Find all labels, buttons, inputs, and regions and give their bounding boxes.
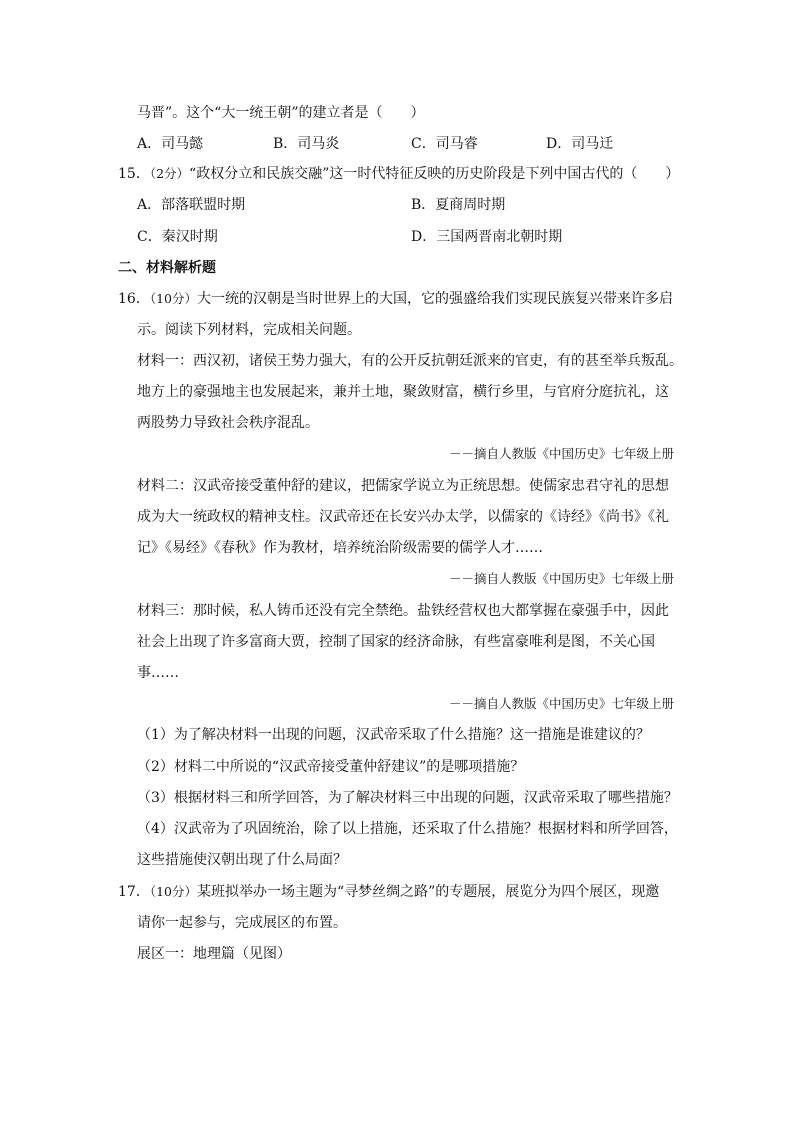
material-2-line: 记》《易经》《春秋》作为教材，培养统治阶级需要的儒学人才…… bbox=[137, 540, 543, 556]
q16-subquestion-3: （3）根据材料三和所学回答，为了解决材料三中出现的问题，汉武帝采取了哪些措施？ bbox=[137, 790, 678, 806]
q17-number: 17． bbox=[118, 884, 150, 900]
section-heading: 二、材料解析题 bbox=[118, 260, 216, 276]
material-2-source: －－摘自人教版《中国历史》七年级上册 bbox=[448, 571, 674, 586]
q17-text: 某班拟举办一场主题为“寻梦丝绸之路”的专题展，展览分为四个展区，现邀 bbox=[196, 884, 660, 900]
q16-subquestion-4: （4）汉武帝为了巩固统治，除了以上措施，还采取了什么措施？根据材料和所学回答， bbox=[137, 821, 678, 837]
q17-score: （10分） bbox=[149, 884, 197, 899]
q14-option-b: B．司马炎 bbox=[273, 136, 340, 152]
q15-text: “政权分立和民族交融”这一时代特征反映的历史阶段是下列中国古代的（ ） bbox=[189, 166, 680, 182]
q17-stem bbox=[118, 882, 659, 902]
q16-stem bbox=[118, 289, 673, 309]
material-1-line: 地方上的豪强地主也发展起来，兼并土地，聚敛财富，横行乡里，与官府分庭抗礼，这 bbox=[137, 384, 669, 400]
q14-option-c: C．司马睿 bbox=[411, 136, 478, 152]
q15-option-d: D．三国两晋南北朝时期 bbox=[411, 229, 563, 245]
q17-exhibit-zone-1: 展区一：地理篇（见图） bbox=[137, 946, 291, 962]
q14-option-a: A．司马懿 bbox=[137, 136, 204, 152]
q16-score: （10分） bbox=[149, 291, 197, 306]
q16-subquestion-1: （1）为了解决材料一出现的问题，汉武帝采取了什么措施？这一措施是谁建议的？ bbox=[137, 727, 650, 743]
material-1-line: 材料一：西汉初，诸侯王势力强大，有的公开反抗朝廷派来的官吏，有的甚至举兵叛乱。 bbox=[137, 353, 683, 369]
material-3-line: 材料三：那时候，私人铸币还没有完全禁绝。盐铁经营权也大都掌握在豪强手中，因此 bbox=[137, 603, 669, 619]
material-1-source: －－摘自人教版《中国历史》七年级上册 bbox=[448, 446, 674, 461]
q15-option-a: A．部落联盟时期 bbox=[137, 197, 246, 213]
q15-number: 15． bbox=[118, 166, 150, 182]
material-3-source: －－摘自人教版《中国历史》七年级上册 bbox=[448, 696, 674, 711]
material-3-line: 事…… bbox=[137, 665, 179, 681]
q15-option-c: C．秦汉时期 bbox=[137, 229, 218, 245]
q14-stem-tail: 马晋”。这个“大一统王朝”的建立者是（ ） bbox=[137, 105, 425, 121]
q16-text: 大一统的汉朝是当时世界上的大国，它的强盛给我们实现民族复兴带来许多启 bbox=[196, 291, 673, 307]
q14-option-d: D．司马迁 bbox=[546, 136, 614, 152]
material-1-line: 两股势力导致社会秩序混乱。 bbox=[137, 415, 319, 431]
q16-subquestion-2: （2）材料二中所说的“汉武帝接受董仲舒建议”的是哪项措施？ bbox=[137, 759, 525, 775]
material-2-line: 材料二：汉武帝接受董仲舒的建议，把儒家学说立为正统思想。使儒家忠君守礼的思想 bbox=[137, 478, 669, 494]
material-2-line: 成为大一统政权的精神支柱。汉武帝还在长安兴办太学，以儒家的《诗经》《尚书》《礼 bbox=[137, 509, 669, 525]
material-3-line: 社会上出现了许多富商大贾，控制了国家的经济命脉，有些富豪唯利是图，不关心国 bbox=[137, 634, 655, 650]
q15-option-b: B．夏商周时期 bbox=[411, 197, 506, 213]
q15-score: （2分） bbox=[149, 166, 190, 181]
q16-number: 16． bbox=[118, 291, 150, 307]
q16-subquestion-4-cont: 这些措施使汉朝出现了什么局面？ bbox=[137, 852, 347, 868]
q15-stem bbox=[118, 164, 679, 184]
q17-stem-line2: 请你一起参与，完成展区的布置。 bbox=[137, 915, 347, 931]
q16-stem-line2: 示。阅读下列材料，完成相关问题。 bbox=[137, 322, 361, 338]
